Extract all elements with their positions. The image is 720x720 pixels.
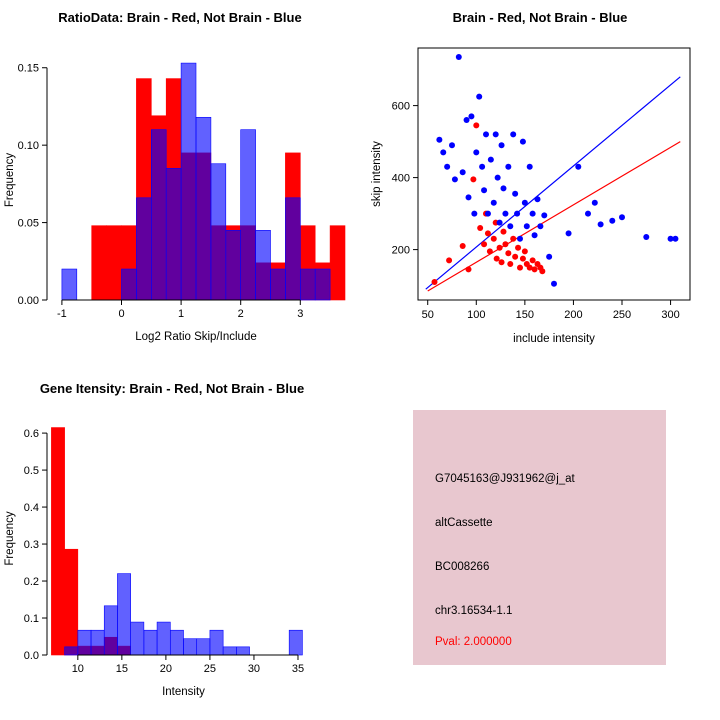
svg-text:0.5: 0.5	[23, 465, 39, 478]
svg-text:include intensity: include intensity	[513, 333, 595, 345]
svg-text:200: 200	[391, 244, 410, 257]
panel-ratio-histogram	[0, 0, 360, 360]
svg-text:-1: -1	[57, 308, 67, 320]
gene-histogram-title: Gene Itensity: Brain - Red, Not Brain - Blue	[39, 381, 305, 396]
svg-text:35: 35	[291, 663, 305, 675]
svg-text:3: 3	[297, 308, 304, 320]
ratio-histogram-svg	[0, 0, 360, 360]
svg-text:2: 2	[237, 308, 244, 320]
svg-text:0.15: 0.15	[17, 62, 39, 75]
event-type-text: altCassette	[435, 517, 493, 529]
probe-info-box	[413, 410, 666, 665]
svg-text:0: 0	[118, 308, 125, 320]
svg-text:0.00: 0.00	[17, 295, 39, 307]
svg-text:150: 150	[515, 309, 535, 321]
svg-text:0.1: 0.1	[23, 613, 39, 626]
gene-histogram-svg	[0, 360, 360, 720]
svg-text:600: 600	[391, 100, 410, 113]
probe-id-text: G7045163@J931962@j_at	[435, 473, 575, 485]
locus-text: chr3.16534-1.1	[435, 605, 513, 617]
svg-text:0.3: 0.3	[23, 539, 39, 552]
svg-text:Frequency: Frequency	[4, 152, 16, 208]
pvalue-text: Pval: 2.000000	[435, 636, 512, 648]
accession-text: BC008266	[435, 561, 490, 573]
panel-intensity-scatter	[360, 0, 720, 360]
svg-text:0.05: 0.05	[17, 217, 39, 230]
svg-text:400: 400	[391, 172, 410, 185]
svg-text:Log2 Ratio Skip/Include: Log2 Ratio Skip/Include	[135, 331, 257, 343]
svg-text:Frequency: Frequency	[4, 511, 16, 566]
svg-text:15: 15	[115, 663, 128, 675]
svg-text:0.2: 0.2	[23, 576, 39, 589]
svg-text:10: 10	[71, 663, 84, 675]
svg-text:25: 25	[203, 663, 217, 675]
svg-text:30: 30	[247, 663, 261, 675]
svg-text:50: 50	[421, 309, 434, 321]
scatter-svg	[360, 0, 720, 360]
svg-text:200: 200	[564, 309, 583, 321]
svg-text:1: 1	[178, 308, 185, 320]
svg-text:skip intensity: skip intensity	[371, 141, 383, 207]
svg-text:Intensity: Intensity	[162, 686, 205, 698]
svg-text:300: 300	[661, 309, 680, 321]
svg-text:250: 250	[612, 309, 632, 321]
ratio-histogram-title: RatioData: Brain - Red, Not Brain - Blue	[58, 10, 302, 25]
svg-text:0.4: 0.4	[23, 502, 39, 515]
svg-text:0.0: 0.0	[23, 650, 39, 662]
svg-text:0.10: 0.10	[17, 140, 39, 153]
svg-text:20: 20	[159, 663, 173, 675]
svg-text:100: 100	[467, 309, 486, 321]
panel-gene-intensity-histogram	[0, 360, 360, 720]
svg-text:0.6: 0.6	[23, 428, 39, 441]
scatter-title: Brain - Red, Not Brain - Blue	[452, 10, 628, 25]
